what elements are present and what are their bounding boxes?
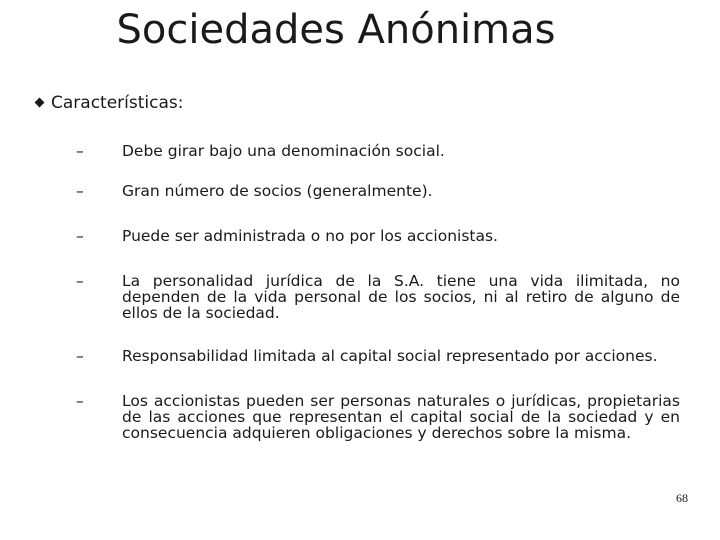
dash-marker: – [76,272,84,290]
dash-marker: – [76,227,84,245]
list-item [76,143,680,159]
list-item-text: La personalidad jurídica de la S.A. tiene una vida ilimitada, no dependen de la vida personal de los socios, ni al retiro de alguno de ellos de la sociedad. [122,272,680,322]
list-item [76,393,680,441]
page-number: 68 [676,491,688,505]
list-item [76,273,680,321]
section-heading [36,92,183,114]
list-item [76,228,680,244]
list-item-text: Debe girar bajo una denominación social. [122,142,445,160]
list-item [76,183,680,199]
list-item-text: Puede ser administrada o no por los accionistas. [122,227,498,245]
dash-marker: – [76,142,84,160]
list-item-text: Gran número de socios (generalmente). [122,182,433,200]
list-item-text: Los accionistas pueden ser personas naturales o jurídicas, propietarias de las acciones que representan el capital social de la sociedad y en consecuencia adquieren obligaciones y derechos sobre la misma. [122,392,680,442]
diamond-bullet-icon [35,98,45,108]
slide-title: Sociedades Anónimas [116,7,556,53]
dash-marker: – [76,182,84,200]
list-item-text: Responsabilidad limitada al capital social representado por acciones. [122,347,658,365]
list-item [76,348,680,364]
dash-marker: – [76,392,84,410]
section-heading-label: Características: [51,93,184,113]
dash-marker: – [76,347,84,365]
